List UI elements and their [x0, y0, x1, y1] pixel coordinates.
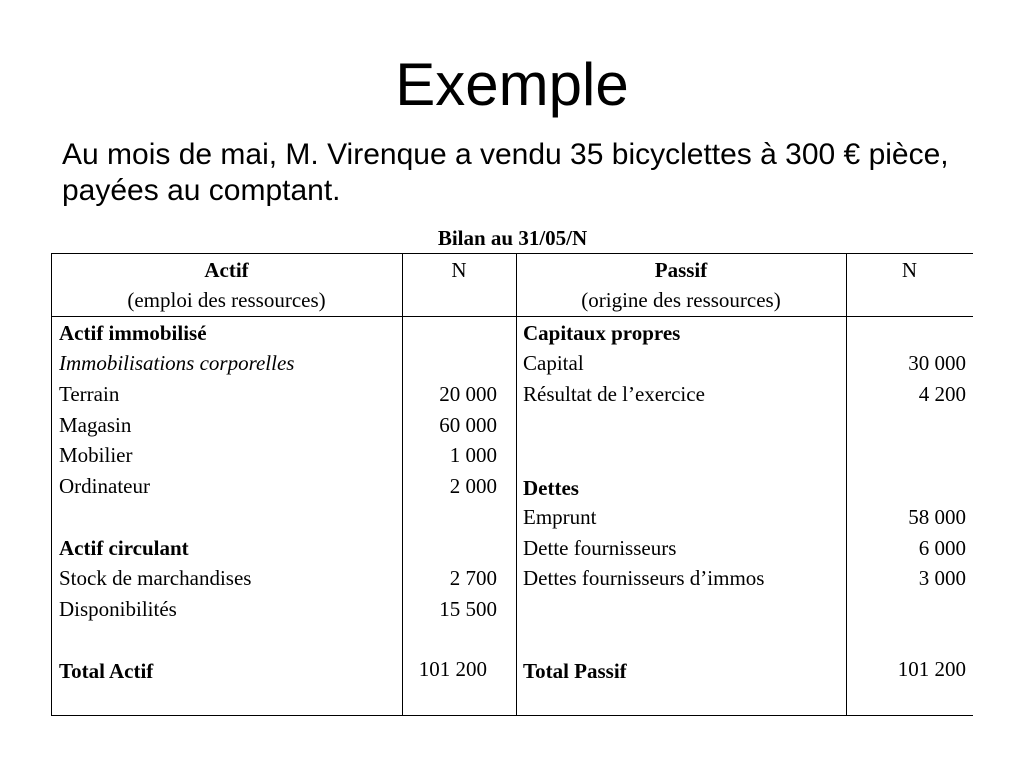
actif-item-label: Ordinateur	[59, 474, 150, 498]
actif-item-value: 60 000	[439, 413, 497, 437]
actif-item-value: 2 000	[449, 474, 497, 498]
actif-circulant-value: 15 500	[439, 597, 497, 621]
actif-item-label: Magasin	[59, 413, 132, 437]
actif-circulant-label: Disponibilités	[59, 597, 177, 621]
actif-circulant-label: Stock de marchandises	[59, 566, 252, 590]
passif-item-value: 4 200	[918, 382, 966, 406]
table-border-top	[51, 253, 973, 254]
actif-item-label: Terrain	[59, 382, 120, 406]
passif-dette-label: Dettes fournisseurs d’immos	[523, 566, 765, 590]
table-col-divider-2	[516, 253, 517, 716]
total-actif-label: Total Actif	[59, 659, 154, 683]
actif-immobilise-heading: Actif immobilisé	[59, 321, 207, 345]
header-passif: Passif	[654, 258, 708, 282]
header-passif-sub: (origine des ressources)	[581, 288, 781, 312]
total-passif-value: 101 200	[897, 657, 966, 681]
passif-dette-label: Dette fournisseurs	[523, 536, 677, 560]
table-border-left	[51, 253, 52, 716]
immobilisations-subheading: Immobilisations corporelles	[59, 351, 295, 375]
actif-item-label: Mobilier	[59, 443, 133, 467]
table-border-bottom	[51, 715, 973, 716]
table-col-divider-3	[846, 253, 847, 716]
actif-item-value: 20 000	[439, 382, 497, 406]
passif-dette-value: 3 000	[918, 566, 966, 590]
slide-title: Exemple	[395, 51, 629, 118]
passif-dette-value: 58 000	[908, 505, 966, 529]
total-actif-value: 101 200	[418, 657, 487, 681]
intro-text: Au mois de mai, M. Virenque a vendu 35 bicyclettes à 300 € pièce, payées au comptant.	[62, 138, 949, 207]
total-passif-label: Total Passif	[523, 659, 627, 683]
header-actif-sub: (emploi des ressources)	[127, 288, 326, 312]
capitaux-propres-heading: Capitaux propres	[523, 321, 681, 345]
table-header-divider	[51, 316, 973, 317]
passif-dette-value: 6 000	[918, 536, 966, 560]
passif-item-label: Résultat de l’exercice	[523, 382, 705, 406]
table-caption: Bilan au 31/05/N	[437, 226, 588, 250]
header-actif: Actif	[204, 258, 249, 282]
header-n-right: N	[901, 258, 918, 282]
actif-circulant-heading: Actif circulant	[59, 536, 189, 560]
passif-dette-label: Emprunt	[523, 505, 597, 529]
balance-sheet-table	[51, 253, 973, 716]
passif-item-label: Capital	[523, 351, 584, 375]
passif-item-value: 30 000	[908, 351, 966, 375]
actif-item-value: 1 000	[449, 443, 497, 467]
header-n-left: N	[451, 258, 467, 282]
actif-circulant-value: 2 700	[449, 566, 497, 590]
dettes-heading: Dettes	[523, 476, 579, 500]
